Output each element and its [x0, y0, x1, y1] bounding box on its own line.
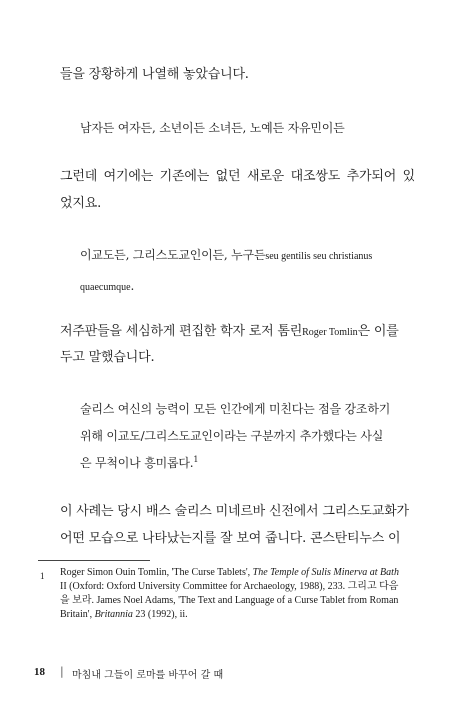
folio-separator: |	[60, 665, 64, 678]
body-line-4-korean: 저주판들을 세심하게 편집한 학자 로저 톰린	[60, 324, 303, 339]
quote-block-line-3	[80, 454, 198, 471]
footnote-text	[60, 566, 400, 622]
body-line-2: 그런데 여기에는 기존에는 없던 새로운 대조쌍도 추가되어 있	[60, 169, 415, 184]
body-line-4-end: 은 이를	[357, 324, 399, 339]
page-number: 18	[34, 666, 45, 678]
quote-sex-status: 남자든 여자든, 소년이든 소녀든, 노예든 자유민이든	[80, 121, 345, 135]
body-line-3: 었지요.	[60, 196, 102, 211]
quote-religion-end: .	[130, 279, 135, 293]
body-line-1: 들을 장황하게 나열해 놓았습니다.	[60, 67, 249, 82]
quote-religion-latin: seu gentilis seu christianus	[265, 251, 373, 262]
quote-religion-cont	[80, 275, 134, 294]
footnote-reference[interactable]: 1	[193, 455, 199, 464]
quote-block-line-2: 위해 이교도/그리스도교인이라는 구분까지 추가했다는 사실	[80, 429, 384, 443]
body-line-4	[60, 320, 399, 339]
footnote-title-a: The Temple of Sulis Minerva at Bath	[252, 567, 399, 578]
quote-religion-latin2: quaecumque	[80, 282, 131, 293]
footnote-text-b: II (Oxford: Oxford University Committee for Archaeology, 1988), 233. 그리고 다음을 보라. James Noel Adams, 'The Text and Language of a Curse Tablet from Roman Britain',	[60, 581, 399, 620]
tomlin-latin: Roger Tomlin	[302, 327, 358, 338]
footnote-title-b: Britannia	[94, 609, 133, 620]
footnote-text-c: 23 (1992), ii.	[132, 609, 188, 620]
running-head: 마침내 그들이 로마를 바꾸어 갈 때	[72, 670, 224, 681]
footnote-rule	[38, 560, 150, 561]
quote-block-line-1: 술리스 여신의 능력이 모든 인간에게 미친다는 점을 강조하기	[80, 402, 391, 416]
footnote-number: 1	[40, 571, 45, 581]
quote-religion	[80, 246, 372, 263]
body-line-5: 두고 말했습니다.	[60, 350, 155, 365]
quote-block-line-3-text: 은 무척이나 흥미롭다.	[80, 456, 194, 470]
body-line-7: 어떤 모습으로 나타났는지를 잘 보여 줍니다. 콘스탄티누스 이	[60, 531, 401, 546]
quote-religion-korean: 이교도든, 그리스도교인이든, 누구든	[80, 248, 266, 262]
body-line-6: 이 사례는 당시 배스 술리스 미네르바 신전에서 그리스도교화가	[60, 504, 409, 519]
footnote-text-a: Roger Simon Ouin Tomlin, 'The Curse Tablets',	[60, 567, 253, 578]
